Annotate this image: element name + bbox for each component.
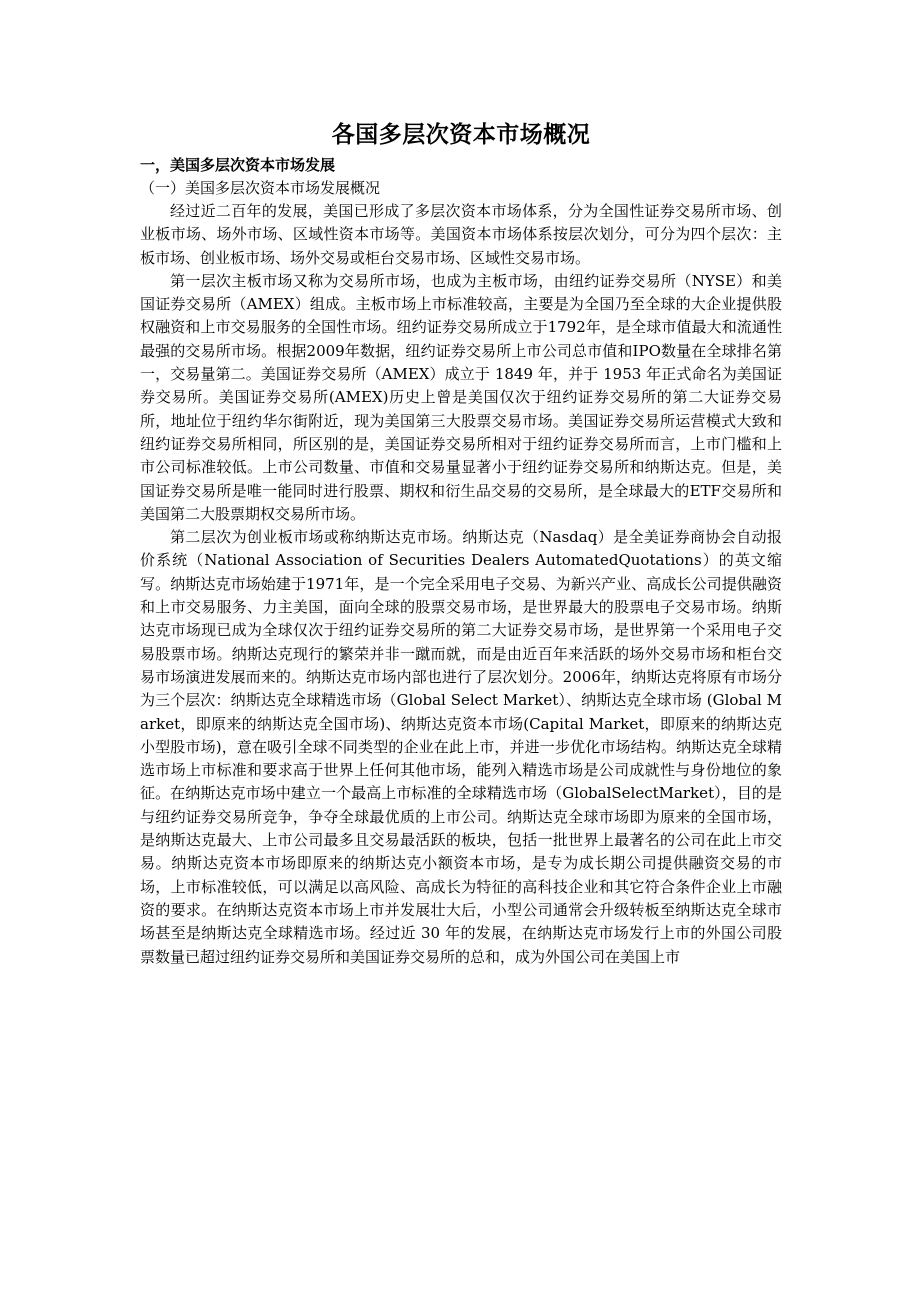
body-paragraph: 经过近二百年的发展，美国已形成了多层次资本市场体系，分为全国性证券交易所市场、创业板市场、场外市场、区域性资本市场等。美国资本市场体系按层次划分，可分为四个层次：主板市场、创业板市场、场外交易或柜台交易市场、区域性交易市场。 bbox=[140, 202, 782, 267]
body-paragraph: 第二层次为创业板市场或称纳斯达克市场。纳斯达克（Nasdaq）是全美证券商协会自动报价系统（National Association of Securities Dealers AutomatedQuotations）的英文缩写。纳斯达克市场始建于1971年，是一个完全采用电子交易、为新兴产业、高成长公司提供融资和上市交易服务、力主美国，面向全球的股票交易市场，是世界最大的股票电子交易市场。纳斯达克市场现已成为全球仅次于纽约证券交易所的第二大证券交易市场，是世界第一个采用电子交易股票市场。纳斯达克现行的繁荣并非一蹴而就，而是由近百年来活跃的场外交易市场和柜台交易市场演进发展而来的。纳斯达克市场内部也进行了层次划分。2006年，纳斯达克将原有市场分为三个层次：纳斯达克全球精选市场（Global Select Market）、纳斯达克全球市场 (Global Market，即原来的纳斯达克全国市场)、纳斯达克资本市场(Capital Market，即原来的纳斯达克小型股市场)，意在吸引全球不同类型的企业在此上市，并进一步优化市场结构。纳斯达克全球精选市场上市标准和要求高于世界上任何其他市场，能列入精选市场是公司成就性与身份地位的象征。在纳斯达克市场中建立一个最高上市标准的全球精选市场（GlobalSelectMarket），目的是与纽约证券交易所竞争，争夺全球最优质的上市公司。纳斯达克全球市场即为原来的全国市场，是纳斯达克最大、上市公司最多且交易最活跃的板块，包括一批世界上最著名的公司在此上市交易。纳斯达克资本市场即原来的纳斯达克小额资本市场，是专为成长期公司提供融资交易的市场，上市标准较低，可以满足以高风险、高成长为特征的高科技企业和其它符合条件企业上市融资的要求。在纳斯达克资本市场上市并发展壮大后，小型公司通常会升级转板至纳斯达克全球市场甚至是纳斯达克全球精选市场。经过近 30 年的发展，在纳斯达克市场发行上市的外国公司股票数量已超过纽约证券交易所和美国证券交易所的总和，成为外国公司在美国上市 bbox=[140, 528, 782, 966]
body-paragraph: 第一层次主板市场又称为交易所市场，也成为主板市场，由纽约证券交易所（NYSE）和美国证券交易所（AMEX）组成。主板市场上市标准较高，主要是为全国乃至全球的大企业提供股权融资和上市交易服务的全国性市场。纽约证券交易所成立于1792年，是全球市值最大和流通性最强的交易所市场。根据2009年数据，纽约证券交易所上市公司总市值和IPO数量在全球排名第一，交易量第二。美国证券交易所（AMEX）成立于 1849 年，并于 1953 年正式命名为美国证券交易所。美国证券交易所(AMEX)历史上曾是美国仅次于纽约证券交易所的第二大证券交易所，地址位于纽约华尔街附近，现为美国第三大股票交易市场。美国证券交易所运营模式大致和纽约证券交易所相同，所区别的是，美国证券交易所相对于纽约证券交易所而言，上市门槛和上市公司标准较低。上市公司数量、市值和交易量显著小于纽约证券交易所和纳斯达克。但是，美国证券交易所是唯一能同时进行股票、期权和衍生品交易的交易所，是全球最大的ETF交易所和美国第二大股票期权交易所市场。 bbox=[140, 271, 782, 523]
subsection-heading: （一）美国多层次资本市场发展概况 bbox=[140, 179, 381, 197]
document-title: 各国多层次资本市场概况 bbox=[331, 122, 591, 148]
document-page bbox=[140, 118, 782, 969]
section-heading: 一，美国多层次资本市场发展 bbox=[140, 156, 336, 174]
